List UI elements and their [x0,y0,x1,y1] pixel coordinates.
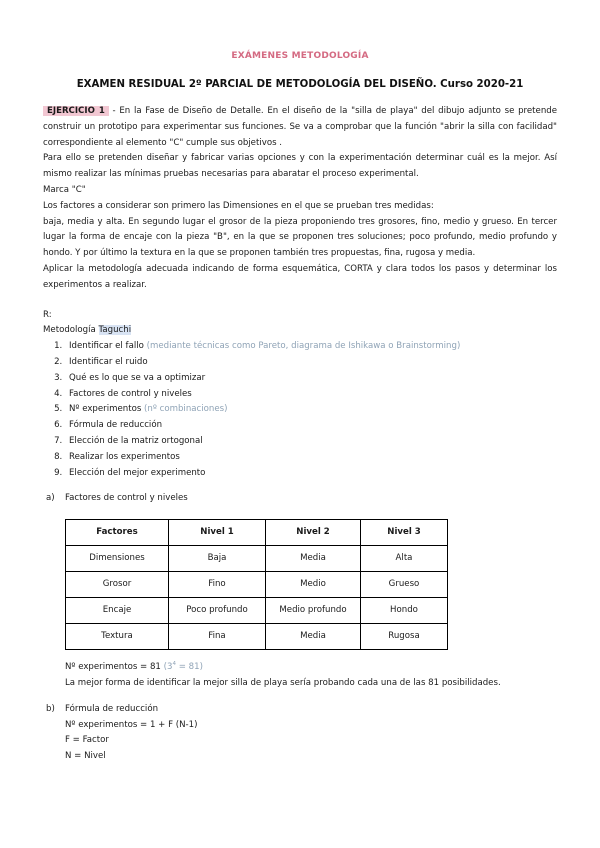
experiments-conclusion: La mejor forma de identificar la mejor silla de playa sería probando cada una de las 81 posibilidades. [65,677,501,688]
method-line: Metodología Taguchi [43,325,132,336]
table-cell: Media [266,546,361,572]
table-cell: Rugosa [361,624,448,650]
table-cell: Grueso [361,572,448,598]
table-row [66,546,448,572]
formula-line: Nº experimentos = 1 + F (N-1) [65,719,198,730]
table-cell: Medio profundo [266,598,361,624]
answer-label: R: [43,309,52,320]
table-cell: Media [266,624,361,650]
experiments-count-line: Nº experimentos = 81 $(3^4 = 81)$ [65,661,203,673]
table-cell: Encaje [66,598,169,624]
list-item: 8. Realizar los experimentos [65,450,557,466]
table-cell: Fina [169,624,266,650]
list-item: 1. Identificar el fallo (mediante técnicas como Pareto, diagrama de Ishikawa o Brainstorming) [65,339,557,355]
exam-title: EXAMEN RESIDUAL 2º PARCIAL DE METODOLOGÍA DEL DISEÑO. Curso 2020-21 [76,79,524,90]
table-header-row [66,520,448,546]
page-header: EXÁMENES METODOLOGÍA [231,51,369,61]
section-b-heading: b) Fórmula de reducción [46,703,159,714]
exercise-label: EJERCICIO 1 [43,106,109,116]
table-cell: Baja [169,546,266,572]
method-name: Taguchi [98,325,132,336]
list-item: 3. Qué es lo que se va a optimizar [65,371,557,387]
table-cell: Medio [266,572,361,598]
exercise-paragraph-5: baja, media y alta. En segundo lugar el grosor de la pieza proponiendo tres grosores, fino, medio y grueso. En tercer lugar la forma de encaje con la pieza "B", en la que se proponen tres soluciones; poco profundo, medio profundo y hondo. Y por último la textura en la que se proponen también tres propuestas, fina, rugosa y media. [43,216,557,259]
table-cell: Poco profundo [169,598,266,624]
table-cell: Textura [66,624,169,650]
factors-table [65,519,448,650]
exercise-paragraph-6: Aplicar la metodología adecuada indicando de forma esquemática, CORTA y clara todos los pasos y determinar los experimentos a realizar. [43,263,557,290]
document-body [43,104,557,765]
table-row [66,572,448,598]
list-item: 7. Elección de la matriz ortogonal [65,434,557,450]
table-cell: Dimensiones [66,546,169,572]
method-steps-list [43,339,557,481]
table-cell: Alta [361,546,448,572]
table-header-cell: Factores [66,520,169,546]
exercise-paragraph-4: Los factores a considerar son primero las Dimensiones en el que se prueban tres medidas: [43,200,434,211]
list-item: 5. Nº experimentos (nº combinaciones) [65,402,557,418]
list-item: 9. Elección del mejor experimento [65,466,557,482]
table-cell: Grosor [66,572,169,598]
list-item: 6. Fórmula de reducción [65,418,557,434]
formula-level-definition: N = Nivel [65,751,106,762]
section-a-heading: a) Factores de control y niveles [46,493,188,504]
table-header-cell: Nivel 3 [361,520,448,546]
list-item: 2. Identificar el ruido [65,355,557,371]
table-cell: Fino [169,572,266,598]
formula-factor-definition: F = Factor [65,735,109,746]
exercise-paragraph-3: Marca "C" [43,184,86,195]
table-cell: Hondo [361,598,448,624]
list-item: 4. Factores de control y niveles [65,387,557,403]
table-header-cell: Nivel 1 [169,520,266,546]
table-row [66,624,448,650]
table-row [66,598,448,624]
exercise-paragraph-2: Para ello se pretenden diseñar y fabricar varias opciones y con la experimentación determinar cuál es la mejor. Así mismo realizar las mínimas pruebas necesarias para abaratar el proceso experimental. [43,153,557,180]
table-header-cell: Nivel 2 [266,520,361,546]
exercise-paragraph-1: EJERCICIO 1 - En la Fase de Diseño de Detalle. En el diseño de la "silla de playa" del dibujo adjunto se pretende construir un prototipo para experimentar sus funciones. Se va a comprobar que la función "abrir la silla con facilidad" correspondiente al elemento "C" cumple sus objetivos . [43,106,558,148]
